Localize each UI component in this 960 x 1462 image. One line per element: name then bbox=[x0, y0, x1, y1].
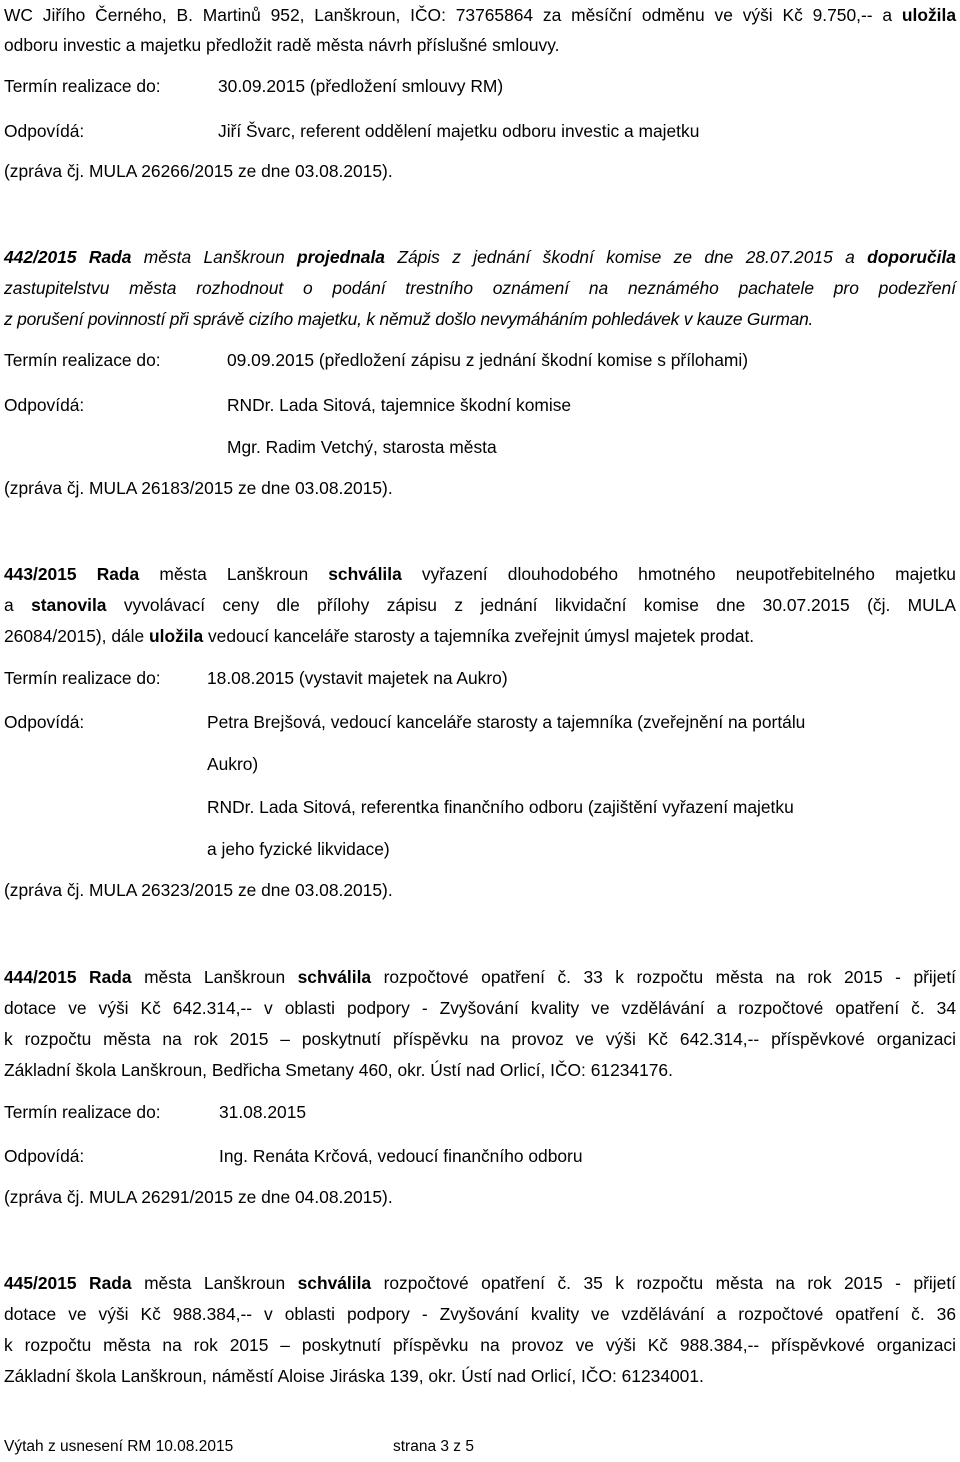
resolution-443-line-2 bbox=[4, 594, 956, 616]
intro-text: WC Jiřího Černého, B. Martinů 952, Lanškroun, IČO: 73765864 za měsíční odměnu ve výši Kč 9.750,-- a bbox=[4, 5, 902, 25]
intro-line-2: odboru investic a majetku předložit radě města návrh příslušné smlouvy. bbox=[4, 35, 560, 55]
zprava-ref: (zpráva čj. MULA 26323/2015 ze dne 03.08.2015). bbox=[4, 880, 393, 900]
intro-verb: uložila bbox=[901, 5, 956, 25]
odpovida-value: Aukro) bbox=[207, 754, 259, 774]
resolution-verb: schválila bbox=[297, 967, 372, 987]
odpovida-value: Jiří Švarc, referent oddělení majetku odboru investic a majetku bbox=[218, 121, 700, 141]
resolution-verb: schválila bbox=[328, 564, 402, 584]
zprava-ref: (zpráva čj. MULA 26291/2015 ze dne 04.08.2015). bbox=[4, 1187, 393, 1207]
termin-label: Termín realizace do: bbox=[4, 668, 161, 688]
odpovida-label: Odpovídá: bbox=[4, 1146, 85, 1166]
odpovida-value: a jeho fyzické likvidace) bbox=[207, 839, 390, 859]
resolution-444-line-3: k rozpočtu města na rok 2015 – poskytnutí příspěvku na provoz ve výši Kč 642.314,-- příspěvkové organizaci bbox=[4, 1029, 956, 1049]
resolution-verb: stanovila bbox=[31, 595, 107, 615]
termin-value: 09.09.2015 (předložení zápisu z jednání škodní komise s přílohami) bbox=[227, 350, 749, 370]
resolution-442-line-3: z porušení povinností při správě cizího majetku, k němuž došlo nevymáháním pohledávek v kauze Gurman. bbox=[4, 309, 814, 329]
resolution-body: Rada bbox=[96, 564, 140, 584]
resolution-445-line-4: Základní škola Lanškroun, náměstí Aloise Jiráska 139, okr. Ústí nad Orlicí, IČO: 61234001. bbox=[4, 1366, 704, 1386]
termin-label: Termín realizace do: bbox=[4, 1102, 161, 1122]
resolution-text: města Lanškroun bbox=[139, 564, 329, 584]
resolution-text: vyřazení dlouhodobého hmotného neupotřebitelného majetku bbox=[401, 564, 956, 584]
page-number: strana 3 z 5 bbox=[393, 1438, 474, 1455]
resolution-text: a bbox=[4, 595, 32, 615]
resolution-body: Rada bbox=[89, 1273, 132, 1293]
resolution-443-line-3 bbox=[4, 625, 754, 647]
resolution-verb: projednala bbox=[297, 247, 385, 267]
resolution-body: Rada bbox=[88, 247, 132, 267]
zprava-ref: (zpráva čj. MULA 26183/2015 ze dne 03.08.2015). bbox=[4, 478, 393, 498]
resolution-text: 26084/2015), dále bbox=[4, 626, 150, 646]
resolution-verb: doporučila bbox=[867, 247, 956, 267]
resolution-text: rozpočtové opatření č. 35 k rozpočtu města na rok 2015 - přijetí bbox=[371, 1273, 956, 1293]
resolution-text: města Lanškroun bbox=[131, 247, 298, 267]
resolution-verb: schválila bbox=[297, 1273, 372, 1293]
odpovida-value: Petra Brejšová, vedoucí kanceláře starosty a tajemníka (zveřejnění na portálu bbox=[207, 712, 806, 732]
resolution-442-line-1 bbox=[4, 246, 956, 268]
resolution-body: Rada bbox=[89, 967, 132, 987]
odpovida-value: RNDr. Lada Sitová, tajemnice škodní komise bbox=[227, 395, 572, 415]
resolution-number: 442/2015 bbox=[4, 247, 77, 267]
resolution-number: 443/2015 bbox=[4, 564, 77, 584]
odpovida-label: Odpovídá: bbox=[4, 121, 85, 141]
footer-title: Výtah z usnesení RM 10.08.2015 bbox=[4, 1438, 234, 1455]
resolution-444-line-2: dotace ve výši Kč 642.314,-- v oblasti podpory - Zvyšování kvality ve vzdělávání a rozpočtové opatření č. 34 bbox=[4, 998, 956, 1018]
termin-value: 30.09.2015 (předložení smlouvy RM) bbox=[218, 76, 504, 96]
termin-label: Termín realizace do: bbox=[4, 76, 161, 96]
resolution-445-line-1 bbox=[4, 1272, 956, 1294]
termin-value: 18.08.2015 (vystavit majetek na Aukro) bbox=[207, 668, 508, 688]
resolution-verb: uložila bbox=[149, 626, 204, 646]
resolution-text: vyvolávací ceny dle přílohy zápisu z jednání likvidační komise dne 30.07.2015 (čj. MULA bbox=[106, 595, 956, 615]
resolution-444-line-4: Základní škola Lanškroun, Bedřicha Smetany 460, okr. Ústí nad Orlicí, IČO: 61234176. bbox=[4, 1060, 673, 1080]
intro-line-1 bbox=[4, 4, 956, 26]
resolution-445-line-3: k rozpočtu města na rok 2015 – poskytnutí příspěvku na provoz ve výši Kč 988.384,-- příspěvkové organizaci bbox=[4, 1335, 956, 1355]
resolution-text: Zápis z jednání škodní komise ze dne 28.07.2015 a bbox=[384, 247, 868, 267]
resolution-444-line-1 bbox=[4, 966, 956, 988]
resolution-443-line-1 bbox=[4, 563, 956, 585]
resolution-text: vedoucí kanceláře starosty a tajemníka zveřejnit úmysl majetek prodat. bbox=[203, 626, 755, 646]
zprava-ref: (zpráva čj. MULA 26266/2015 ze dne 03.08.2015). bbox=[4, 161, 393, 181]
odpovida-label: Odpovídá: bbox=[4, 395, 85, 415]
resolution-number: 445/2015 bbox=[4, 1273, 77, 1293]
resolution-442-line-2: zastupitelstvu města rozhodnout o podání trestního oznámení na neznámého pachatele pro podezření bbox=[4, 278, 956, 298]
termin-value: 31.08.2015 bbox=[219, 1102, 307, 1122]
page-footer bbox=[4, 1438, 474, 1456]
resolution-445-line-2: dotace ve výši Kč 988.384,-- v oblasti podpory - Zvyšování kvality ve vzdělávání a rozpočtové opatření č. 36 bbox=[4, 1304, 956, 1324]
odpovida-value: Ing. Renáta Krčová, vedoucí finančního odboru bbox=[219, 1146, 583, 1166]
resolution-text: města Lanškroun bbox=[131, 1273, 298, 1293]
odpovida-label: Odpovídá: bbox=[4, 712, 85, 732]
termin-label: Termín realizace do: bbox=[4, 350, 161, 370]
odpovida-value: Mgr. Radim Vetchý, starosta města bbox=[227, 437, 497, 457]
odpovida-value: RNDr. Lada Sitová, referentka finančního odboru (zajištění vyřazení majetku bbox=[207, 797, 794, 817]
resolution-text: města Lanškroun bbox=[131, 967, 298, 987]
resolution-text: rozpočtové opatření č. 33 k rozpočtu města na rok 2015 - přijetí bbox=[371, 967, 956, 987]
resolution-number: 444/2015 bbox=[4, 967, 77, 987]
